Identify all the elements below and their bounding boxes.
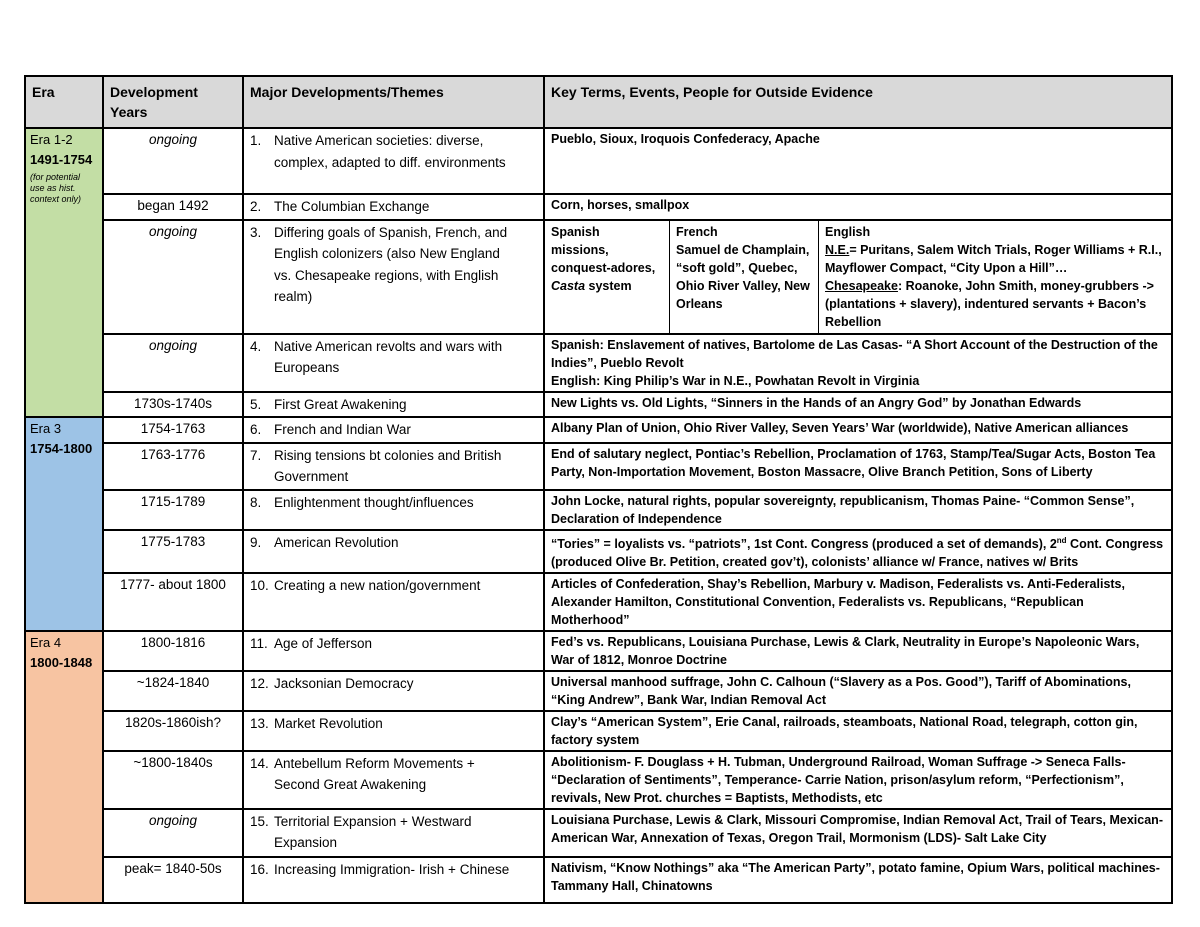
- table-row: [25, 573, 1172, 631]
- theme-number: 15.: [250, 813, 269, 829]
- header-key-terms: Key Terms, Events, People for Outside Evidence: [544, 76, 1172, 128]
- key-terms-cell: End of salutary neglect, Pontiac’s Rebellion, Proclamation of 1763, Stamp/Tea/Sugar Acts, Boston Tea Party, Non-Importation Movement, Boston Massacre, Olive Branch Petition, Sons of Liberty: [544, 443, 1172, 490]
- english-column: [819, 221, 1171, 333]
- theme-cell: [243, 392, 544, 418]
- english-heading: English: [825, 224, 871, 239]
- theme-text: Antebellum Reform Movements + Second Great Awakening: [274, 755, 475, 793]
- theme-cell: [243, 711, 544, 751]
- era-note: (for potential use as hist. context only): [30, 172, 82, 204]
- french-heading: French: [676, 224, 718, 239]
- theme-number: 2.: [250, 199, 262, 214]
- theme-number: 7.: [250, 447, 262, 463]
- table-row: [25, 530, 1172, 573]
- table-row: [25, 334, 1172, 392]
- era-label: Era 1-2: [30, 132, 73, 147]
- key-terms-cell: Clay’s “American System”, Erie Canal, railroads, steamboats, National Road, telegraph, cotton gin, factory system: [544, 711, 1172, 751]
- history-themes-table: [24, 75, 1173, 904]
- theme-text: Rising tensions bt colonies and British Government: [274, 447, 502, 484]
- key-terms-cell: Universal manhood suffrage, John C. Calhoun (“Slavery as a Pos. Good”), Tariff of Abominations, “King Andrew”, Bank War, Indian Removal Act: [544, 671, 1172, 711]
- key-terms-cell: Louisiana Purchase, Lewis & Clark, Missouri Compromise, Indian Removal Act, Trail of Tears, Mexican-American War, Annexation of Texas, Oregon Trail, Mormonism (LDS)- Salt Lake City: [544, 809, 1172, 857]
- theme-cell: [243, 334, 544, 392]
- theme-number: 6.: [250, 422, 262, 437]
- table-row: [25, 809, 1172, 857]
- theme-text: Native American societies: diverse, complex, adapted to diff. environments: [274, 133, 506, 170]
- years-cell: 1763-1776: [103, 443, 243, 490]
- english-chesapeake-body: : Roanoke, John Smith, money-grubbers -> (plantations + slavery), indentured servants + Bacon’s Rebellion: [825, 278, 1154, 329]
- header-themes: Major Developments/Themes: [243, 76, 544, 128]
- theme-cell: [243, 220, 544, 334]
- table-row: [25, 417, 1172, 443]
- key-terms-cell: [544, 334, 1172, 392]
- key-terms-cell: Corn, horses, smallpox: [544, 194, 1172, 220]
- theme-number: 9.: [250, 534, 262, 550]
- theme-text: Increasing Immigration- Irish + Chinese: [274, 861, 510, 877]
- spanish-casta: Casta: [551, 278, 586, 293]
- english-chesapeake-label: Chesapeake: [825, 278, 898, 293]
- key-terms-cell: Fed’s vs. Republicans, Louisiana Purchase, Lewis & Clark, Neutrality in Europe’s Napoleonic Wars, War of 1812, Monroe Doctrine: [544, 631, 1172, 671]
- theme-cell: [243, 490, 544, 530]
- spanish-column: [545, 221, 670, 333]
- theme-number: 3.: [250, 224, 262, 240]
- table-row: [25, 631, 1172, 671]
- theme-cell: [243, 857, 544, 903]
- key-terms-cell: [544, 530, 1172, 573]
- table-row: [25, 671, 1172, 711]
- header-years: Development Years: [103, 76, 243, 128]
- key-terms-cell: Albany Plan of Union, Ohio River Valley, Seven Years’ War (worldwide), Native American alliances: [544, 417, 1172, 443]
- theme-cell: [243, 128, 544, 194]
- theme-text: Age of Jefferson: [274, 635, 373, 651]
- years-cell: 1775-1783: [103, 530, 243, 573]
- era-years: 1800-1848: [30, 654, 93, 670]
- table-row: [25, 490, 1172, 530]
- theme-cell: [243, 631, 544, 671]
- table-row: [25, 711, 1172, 751]
- theme-number: 13.: [250, 715, 269, 731]
- era-cell-4: [25, 631, 103, 903]
- theme-text: Market Revolution: [274, 715, 383, 731]
- years-cell: ongoing: [103, 809, 243, 857]
- years-cell: ongoing: [103, 220, 243, 334]
- spanish-system: system: [588, 278, 632, 293]
- table-row: [25, 857, 1172, 903]
- years-cell: ongoing: [103, 334, 243, 392]
- era-years: 1754-1800: [30, 441, 93, 456]
- years-cell: ~1824-1840: [103, 671, 243, 711]
- table-row: [25, 443, 1172, 490]
- key-terms-superscript: nd: [1056, 535, 1067, 545]
- table-row: [25, 220, 1172, 334]
- french-body: Samuel de Champlain, “soft gold”, Quebec, Ohio River Valley, New Orleans: [676, 242, 810, 311]
- key-terms-cell: Articles of Confederation, Shay’s Rebellion, Marbury v. Madison, Federalists vs. Anti-Federalists, Alexander Hamilton, Constitutional Convention, Federalists vs. Republicans, “Republican Motherhood”: [544, 573, 1172, 631]
- years-cell: 1777- about 1800: [103, 573, 243, 631]
- colonizer-subgrid: [545, 221, 1171, 333]
- theme-cell: [243, 671, 544, 711]
- spanish-body: missions, conquest-adores,: [551, 242, 656, 275]
- theme-number: 16.: [250, 861, 269, 877]
- years-cell: 1800-1816: [103, 631, 243, 671]
- theme-text: Creating a new nation/government: [274, 577, 481, 593]
- theme-number: 8.: [250, 494, 262, 510]
- theme-text: First Great Awakening: [274, 396, 407, 412]
- table-row: [25, 128, 1172, 194]
- era-label: Era 4: [30, 634, 62, 650]
- french-column: [670, 221, 819, 333]
- key-terms-cell: Abolitionism- F. Douglass + H. Tubman, Underground Railroad, Woman Suffrage -> Seneca Falls- “Declaration of Sentiments”, Temperance- Carrie Nation, prison/asylum reform, “Perfectionism”, revivals, New Prot. churches = Baptists, Methodists, etc: [544, 751, 1172, 809]
- spanish-heading: Spanish: [551, 224, 600, 239]
- key-terms-part-a: “Tories” = loyalists vs. “patriots”, 1st Cont. Congress (produced a set of demands), 2: [551, 536, 1057, 551]
- years-cell: 1820s-1860ish?: [103, 711, 243, 751]
- theme-cell: [243, 809, 544, 857]
- era-label: Era 3: [30, 421, 62, 436]
- theme-text: Enlightenment thought/influences: [274, 494, 474, 510]
- key-terms-cell: Pueblo, Sioux, Iroquois Confederacy, Apache: [544, 128, 1172, 194]
- theme-number: 11.: [250, 635, 268, 651]
- years-cell: ~1800-1840s: [103, 751, 243, 809]
- theme-number: 10.: [250, 577, 269, 593]
- header-row: [25, 76, 1172, 128]
- english-ne-label: N.E.: [825, 242, 850, 257]
- header-era: Era: [25, 76, 103, 128]
- key-terms-cell: Nativism, “Know Nothings” aka “The American Party”, potato famine, Opium Wars, political machines- Tammany Hall, Chinatowns: [544, 857, 1172, 903]
- key-terms-cell: New Lights vs. Old Lights, “Sinners in the Hands of an Angry God” by Jonathan Edwards: [544, 392, 1172, 418]
- theme-number: 12.: [250, 675, 269, 691]
- theme-cell: [243, 417, 544, 443]
- theme-cell: [243, 751, 544, 809]
- years-cell: 1715-1789: [103, 490, 243, 530]
- english-ne-body: = Puritans, Salem Witch Trials, Roger Williams + R.I., Mayflower Compact, “City Upon a Hill”…: [825, 242, 1162, 275]
- theme-text: French and Indian War: [274, 422, 411, 437]
- key-terms-part-b: Cont. Congress (produced Olive Br. Petition, created gov’t), colonists’ alliance w/ France, natives w/ Brits: [551, 536, 1164, 569]
- theme-cell: [243, 194, 544, 220]
- theme-number: 5.: [250, 396, 262, 412]
- years-cell: began 1492: [103, 194, 243, 220]
- table-row: [25, 392, 1172, 418]
- theme-number: 14.: [250, 755, 269, 771]
- theme-cell: [243, 443, 544, 490]
- theme-number: 4.: [250, 338, 262, 354]
- key-terms-english: English: King Philip’s War in N.E., Powhatan Revolt in Virginia: [551, 373, 920, 388]
- theme-text: American Revolution: [274, 534, 399, 550]
- key-terms-spanish: Spanish: Enslavement of natives, Bartolome de Las Casas- “A Short Account of the Destruction of the Indies”, Pueblo Revolt: [551, 337, 1158, 370]
- era-cell-1: [25, 128, 103, 417]
- theme-text: The Columbian Exchange: [274, 199, 430, 214]
- years-cell: peak= 1840-50s: [103, 857, 243, 903]
- key-terms-cell: John Locke, natural rights, popular sovereignty, republicanism, Thomas Paine- “Common Sense”, Declaration of Independence: [544, 490, 1172, 530]
- theme-text: Territorial Expansion + Westward Expansion: [274, 813, 472, 851]
- theme-number: 1.: [250, 133, 262, 148]
- theme-cell: [243, 573, 544, 631]
- years-cell: 1730s-1740s: [103, 392, 243, 418]
- theme-text: Differing goals of Spanish, French, and English colonizers (also New England vs. Chesapeake regions, with English realm): [274, 224, 508, 304]
- years-cell: 1754-1763: [103, 417, 243, 443]
- theme-text: Native American revolts and wars with Europeans: [274, 338, 503, 375]
- table-row: [25, 194, 1172, 220]
- theme-cell: [243, 530, 544, 573]
- theme-text: Jacksonian Democracy: [274, 675, 414, 691]
- years-cell: ongoing: [103, 128, 243, 194]
- era-cell-3: [25, 417, 103, 631]
- key-terms-cell: [544, 220, 1172, 334]
- era-years: 1491-1754: [30, 152, 93, 167]
- table-row: [25, 751, 1172, 809]
